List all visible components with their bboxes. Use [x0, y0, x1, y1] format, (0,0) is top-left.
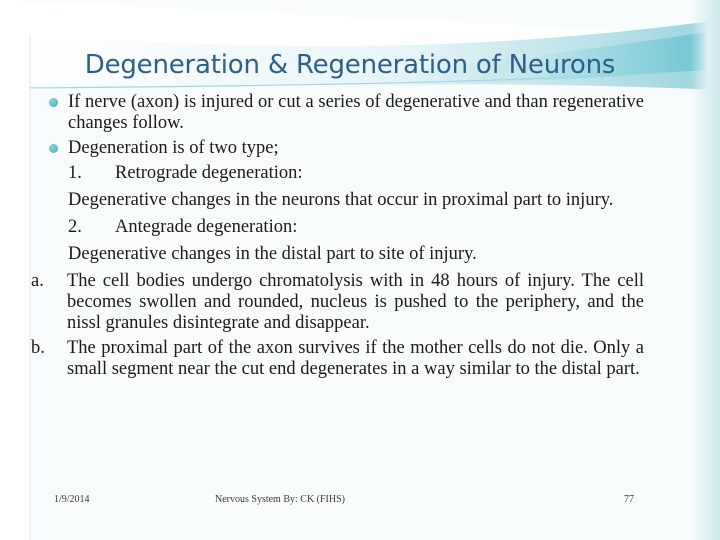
- footer-date: 1/9/2014: [54, 494, 90, 505]
- bullet-item: [48, 138, 644, 159]
- bullet-text: If nerve (axon) is injured or cut a series of degenerative and than regenerative changes follow.: [68, 92, 644, 133]
- item-number: 2.: [68, 217, 82, 237]
- footer-page-number: 77: [624, 494, 634, 505]
- lettered-point: [31, 338, 644, 380]
- bullet-dot-icon: [49, 144, 58, 153]
- point-letter: b.: [31, 338, 45, 358]
- point-letter: a.: [31, 271, 44, 291]
- point-text: The cell bodies undergo chromatolysis with in 48 hours of injury. The cell becomes swollen and rounded, nucleus is pushed to the periphery, and the nissl granules disintegrate and disappear.: [67, 271, 644, 333]
- item-label: Antegrade degeneration:: [115, 217, 298, 237]
- right-edge-decoration: [690, 0, 720, 540]
- item-label: Retrograde degeneration:: [115, 163, 303, 183]
- point-text: The proximal part of the axon survives if the mother cells do not die. Only a small segment near the cut end degenerates in a way similar to the distal part.: [67, 338, 644, 379]
- slide-title: Degeneration & Regeneration of Neurons: [84, 50, 616, 80]
- numbered-item: [48, 163, 644, 184]
- numbered-item: [48, 217, 644, 238]
- item-description: Degenerative changes in the neurons that occur in proximal part to injury.: [68, 190, 614, 210]
- bullet-item: [48, 92, 644, 134]
- slide-content: [31, 92, 644, 384]
- item-description: Degenerative changes in the distal part to site of injury.: [68, 244, 477, 264]
- footer-center-text: Nervous System By: CK (FIHS): [215, 494, 346, 505]
- bullet-text: Degeneration is of two type;: [68, 138, 279, 158]
- item-number: 1.: [68, 163, 82, 183]
- bullet-dot-icon: [49, 98, 58, 107]
- lettered-point: [31, 271, 644, 334]
